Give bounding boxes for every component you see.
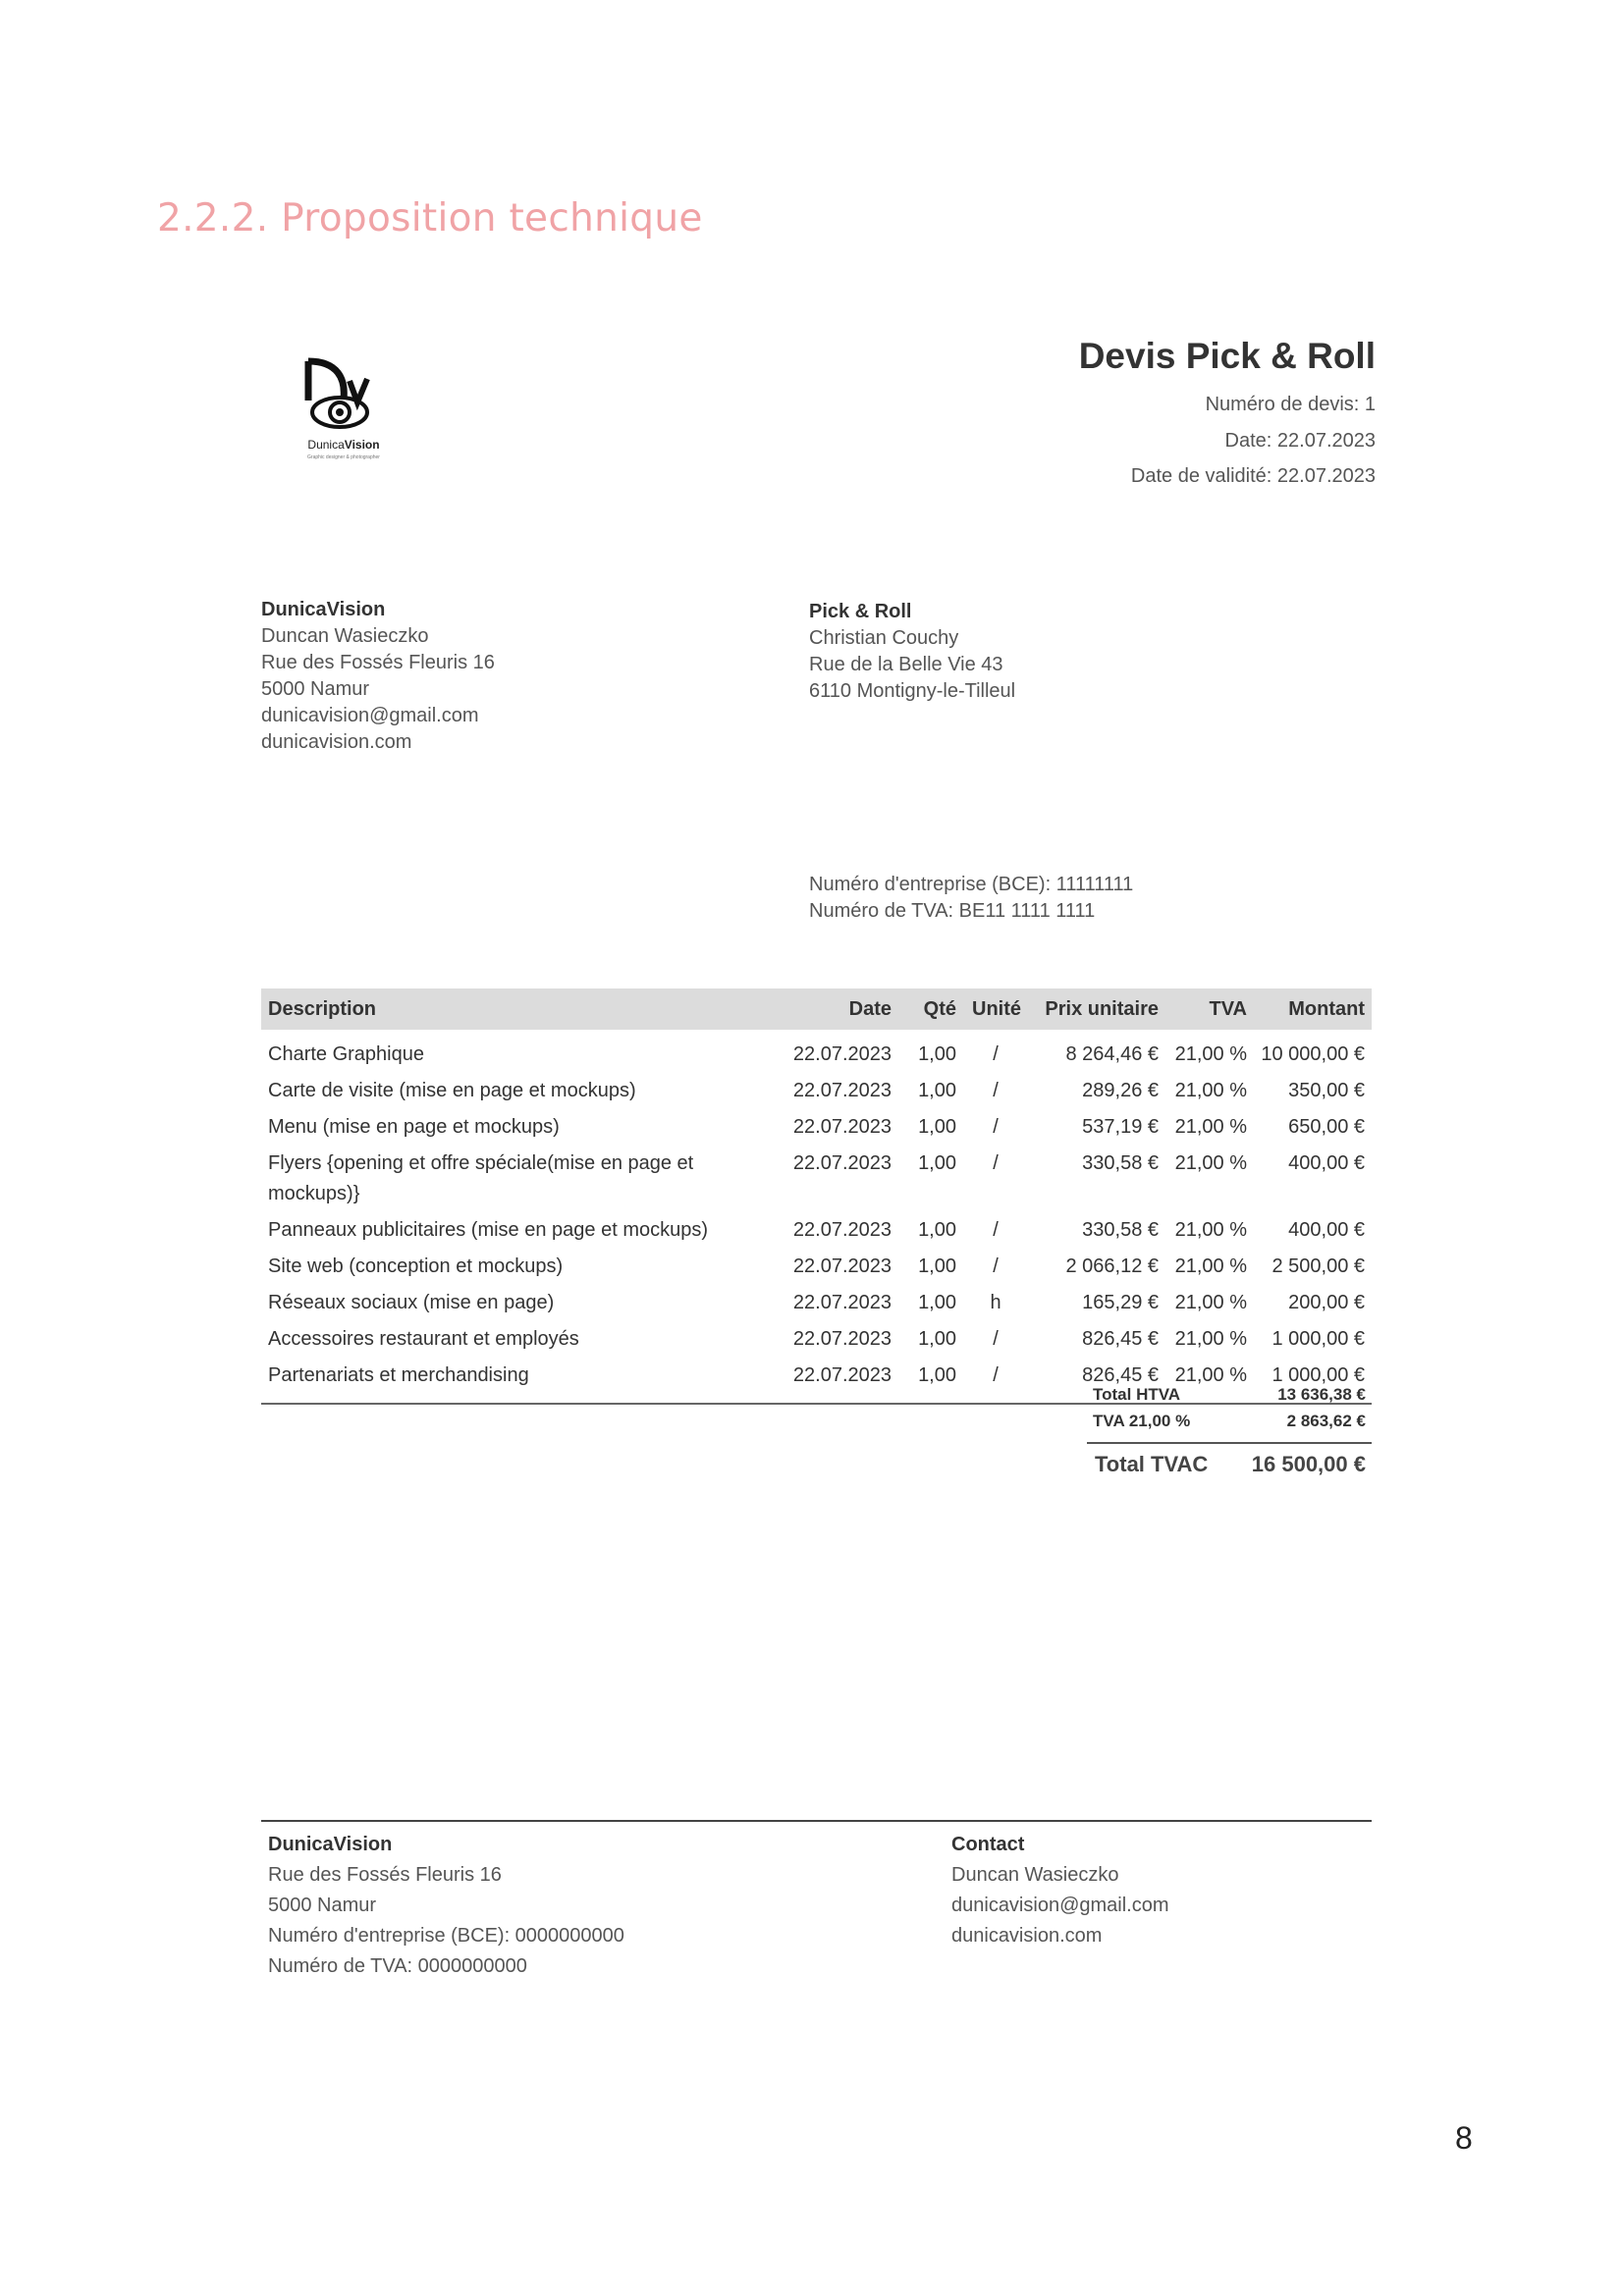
cell-description: Carte de visite (mise en page et mockups) [268,1080,636,1101]
client-name: Christian Couchy [809,627,959,649]
cell-description: Panneaux publicitaires (mise en page et mockups) [268,1219,709,1241]
total-tva-value: 2 863,62 € [1286,1412,1366,1430]
quote-date: Date: 22.07.2023 [1224,430,1376,452]
total-tvac-row [1087,1442,1372,1477]
client-street: Rue de la Belle Vie 43 [809,654,1003,675]
footer-vat: Numéro de TVA: 0000000000 [268,1955,527,1977]
sender-city: 5000 Namur [261,678,370,700]
table-row [261,1146,1372,1212]
cell-unit: / [993,1116,999,1138]
cell-unit: / [993,1080,999,1101]
cell-amount: 2 500,00 € [1271,1255,1365,1277]
cell-description: Site web (conception et mockups) [268,1255,564,1277]
cell-vat: 21,00 % [1174,1328,1247,1350]
logo-tagline: Graphic designer & photographer [307,454,380,460]
table-row [261,1285,1372,1321]
quote-title: Devis Pick & Roll [1078,336,1376,376]
table-row [261,1212,1372,1249]
cell-description: Charte Graphique [268,1043,424,1065]
quote-items-table [261,988,1372,1405]
total-htva-row [1087,1385,1372,1412]
sender-email: dunicavision@gmail.com [261,705,479,726]
section-title: 2.2.2. Proposition technique [157,196,703,240]
cell-date: 22.07.2023 [792,1043,892,1065]
total-tvac-value: 16 500,00 € [1251,1452,1366,1476]
sender-address [261,597,495,756]
footer-contact-heading: Contact [951,1834,1025,1855]
quote-number: Numéro de devis: 1 [1205,394,1376,415]
total-htva-label: Total HTVA [1093,1385,1181,1404]
cell-description: Partenariats et merchandising [261,1358,781,1404]
col-header-unit: Unité [963,988,1028,1030]
cell-unit-price: 165,29 € [1082,1292,1159,1313]
cell-unit-price: 330,58 € [1082,1219,1159,1241]
cell-amount: 400,00 € [1288,1152,1365,1174]
table-row [261,1321,1372,1358]
col-header-amount: Montant [1254,988,1372,1030]
col-header-date: Date [781,988,898,1030]
cell-date: 22.07.2023 [781,1358,898,1404]
table-row [261,1249,1372,1285]
cell-unit: / [993,1328,999,1350]
cell-qty: 1,00 [918,1116,956,1138]
client-company: Pick & Roll [809,601,912,622]
cell-date: 22.07.2023 [792,1152,892,1174]
cell-date: 22.07.2023 [792,1219,892,1241]
cell-unit: / [993,1219,999,1241]
total-tva-label: TVA 21,00 % [1093,1412,1191,1430]
cell-unit: / [993,1152,999,1174]
footer-contact-info [951,1830,1169,1951]
cell-vat: 21,00 % [1174,1219,1247,1241]
cell-amount: 1 000,00 € [1254,1358,1372,1404]
client-vat: Numéro de TVA: BE11 1111 1111 [809,900,1096,922]
client-registration [809,872,1133,925]
sender-name: Duncan Wasieczko [261,625,429,647]
cell-unit: / [993,1043,999,1065]
col-header-description: Description [261,988,781,1030]
totals-block [1087,1385,1372,1477]
cell-amount: 10 000,00 € [1261,1043,1365,1065]
footer-company: DunicaVision [268,1834,393,1855]
page-number: 8 [1455,2120,1473,2156]
cell-unit-price: 289,26 € [1082,1080,1159,1101]
total-tvac-label: Total TVAC [1095,1452,1209,1476]
cell-qty: 1,00 [918,1080,956,1101]
col-header-vat: TVA [1165,988,1254,1030]
cell-vat: 21,00 % [1174,1080,1247,1101]
cell-description: Réseaux sociaux (mise en page) [268,1292,555,1313]
cell-unit: / [963,1358,1028,1404]
eye-d-logo-icon [295,355,393,438]
cell-amount: 650,00 € [1288,1116,1365,1138]
cell-amount: 1 000,00 € [1271,1328,1365,1350]
footer-street: Rue des Fossés Fleuris 16 [268,1864,502,1886]
sender-website: dunicavision.com [261,731,412,753]
table-row [261,1073,1372,1109]
cell-date: 22.07.2023 [792,1080,892,1101]
client-address [809,599,1015,705]
client-city: 6110 Montigny-le-Tilleul [809,680,1016,702]
cell-unit-price: 330,58 € [1082,1152,1159,1174]
footer-contact-name: Duncan Wasieczko [951,1864,1119,1886]
cell-vat: 21,00 % [1165,1358,1254,1404]
cell-qty: 1,00 [918,1255,956,1277]
cell-description: Menu (mise en page et mockups) [268,1116,560,1138]
company-logo [295,355,393,473]
cell-unit: / [993,1255,999,1277]
cell-date: 22.07.2023 [792,1328,892,1350]
cell-vat: 21,00 % [1174,1292,1247,1313]
cell-qty: 1,00 [898,1358,963,1404]
cell-amount: 200,00 € [1288,1292,1365,1313]
cell-qty: 1,00 [918,1152,956,1174]
footer-city: 5000 Namur [268,1895,377,1916]
cell-unit: h [990,1292,1001,1313]
cell-description: Flyers {opening et offre spéciale(mise en page et mockups)} [268,1152,694,1204]
cell-unit-price: 826,45 € [1028,1358,1165,1404]
cell-date: 22.07.2023 [792,1255,892,1277]
client-bce: Numéro d'entreprise (BCE): 11111111 [809,874,1134,895]
cell-date: 22.07.2023 [792,1116,892,1138]
cell-qty: 1,00 [918,1328,956,1350]
footer-company-info [268,1830,624,1982]
total-htva-value: 13 636,38 € [1277,1385,1366,1404]
cell-unit-price: 826,45 € [1082,1328,1159,1350]
footer-contact-website: dunicavision.com [951,1925,1103,1947]
footer-bce: Numéro d'entreprise (BCE): 0000000000 [268,1925,624,1947]
sender-company: DunicaVision [261,599,386,620]
cell-vat: 21,00 % [1174,1152,1247,1174]
cell-unit-price: 537,19 € [1082,1116,1159,1138]
quote-validity: Date de validité: 22.07.2023 [1130,465,1376,487]
cell-vat: 21,00 % [1174,1255,1247,1277]
cell-qty: 1,00 [918,1219,956,1241]
total-tva-row [1087,1412,1372,1438]
cell-amount: 350,00 € [1288,1080,1365,1101]
table-row [261,1109,1372,1146]
footer-contact-email: dunicavision@gmail.com [951,1895,1169,1916]
sender-street: Rue des Fossés Fleuris 16 [261,652,495,673]
cell-unit-price: 2 066,12 € [1065,1255,1159,1277]
col-header-unit-price: Prix unitaire [1028,988,1165,1030]
table-header-row [261,988,1372,1030]
cell-vat: 21,00 % [1174,1043,1247,1065]
footer-divider [261,1820,1372,1822]
cell-vat: 21,00 % [1174,1116,1247,1138]
cell-description: Accessoires restaurant et employés [268,1328,579,1350]
col-header-qty: Qté [898,988,963,1030]
logo-wordmark: DunicaVision [307,438,380,452]
cell-unit-price: 8 264,46 € [1065,1043,1159,1065]
table-row [261,1030,1372,1073]
cell-qty: 1,00 [918,1292,956,1313]
cell-qty: 1,00 [918,1043,956,1065]
cell-date: 22.07.2023 [792,1292,892,1313]
cell-amount: 400,00 € [1288,1219,1365,1241]
